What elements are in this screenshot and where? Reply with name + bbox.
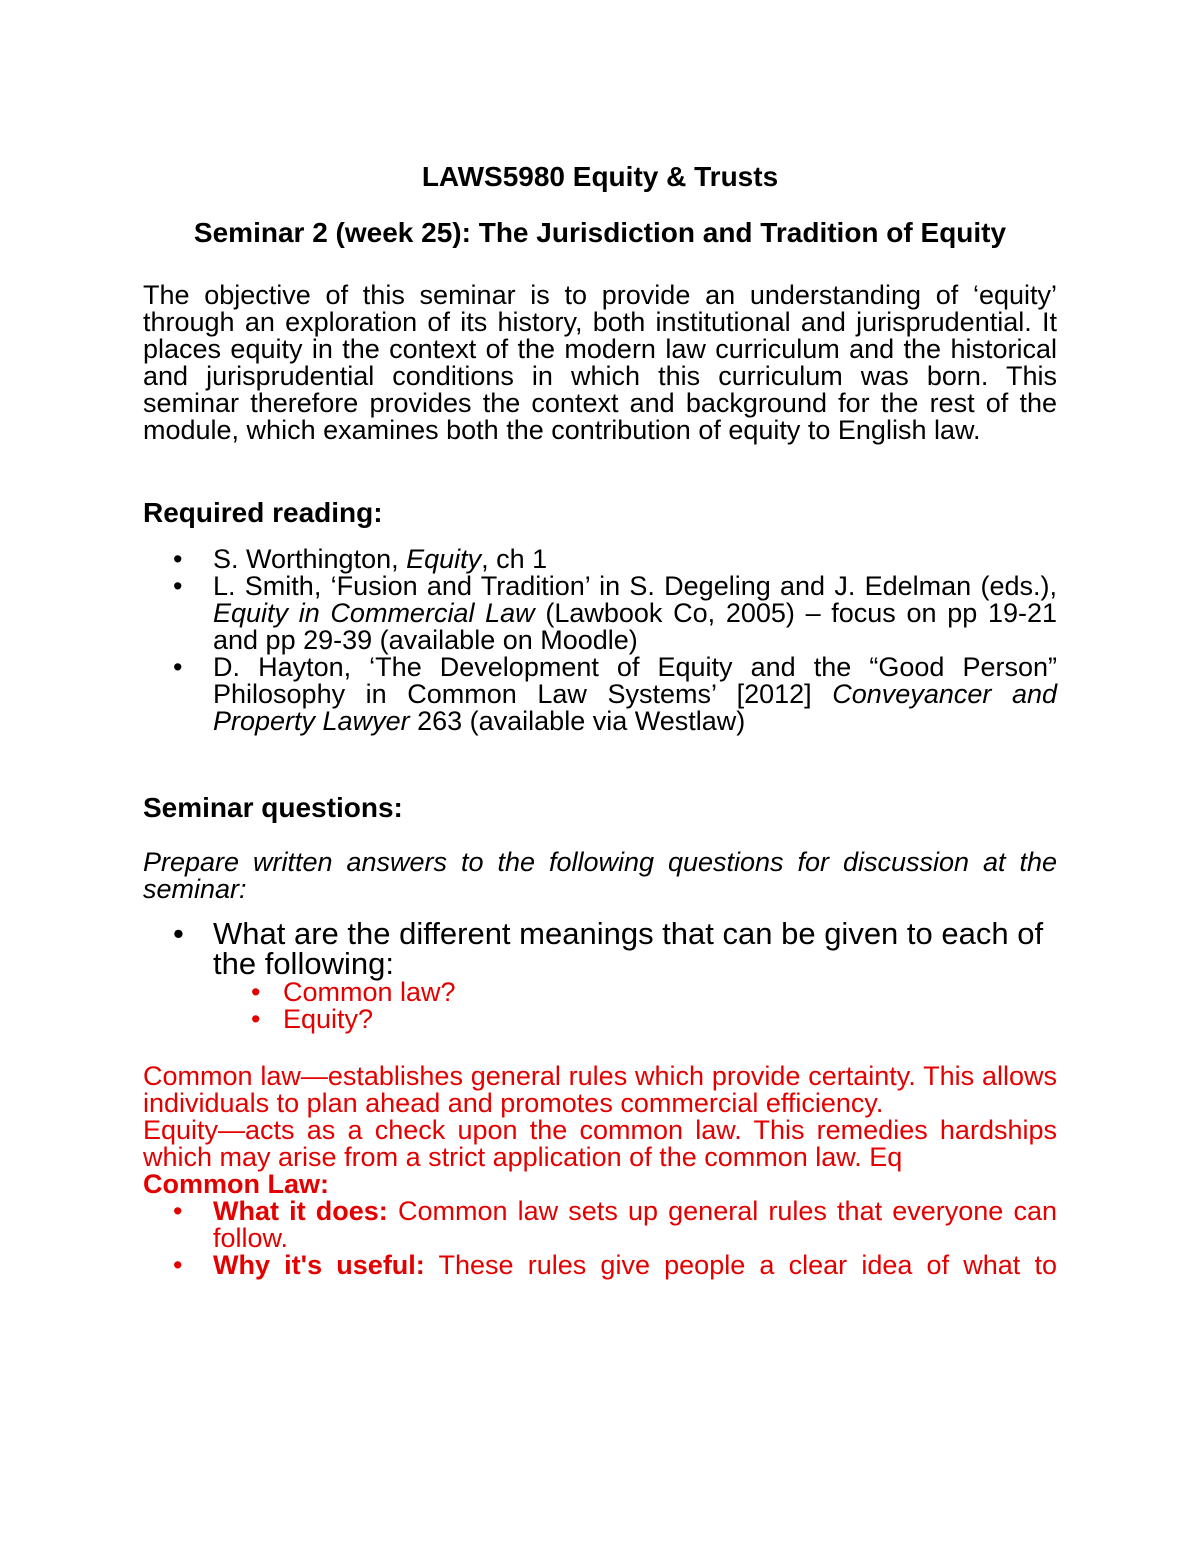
bullet-icon: • bbox=[251, 977, 261, 1007]
question-sub-list bbox=[143, 979, 1057, 1033]
point-label: Why it's useful: bbox=[213, 1250, 425, 1280]
point-text: These rules give people a clear idea of what to bbox=[424, 1250, 1057, 1280]
reading-item-text: L. Smith, ‘Fusion and Tradition’ in S. Degeling and J. Edelman (eds.), bbox=[213, 571, 1057, 601]
document-subtitle: Seminar 2 (week 25): The Jurisdiction and Tradition of Equity bbox=[193, 217, 1007, 248]
point-label: What it does: bbox=[213, 1196, 388, 1226]
question-text: What are the different meanings that can be given to each of the following: bbox=[213, 916, 1044, 981]
common-law-heading: Common Law: bbox=[143, 1169, 329, 1199]
reading-item-text: (Lawbook Co, 2005) – focus on pp 19-21 and pp 29-39 (available on Moodle) bbox=[213, 598, 1057, 655]
bullet-icon: • bbox=[173, 1196, 183, 1226]
reading-item-text: S. Worthington, bbox=[213, 544, 407, 574]
required-reading-heading: Required reading: bbox=[143, 497, 383, 528]
bullet-icon: • bbox=[173, 571, 183, 601]
common-law-point bbox=[143, 1252, 1057, 1279]
required-reading-list bbox=[143, 546, 1057, 735]
reading-item-text: D. Hayton, ‘The Development of Equity and the “Good Person” Philosophy in Common Law Systems’ [2012] bbox=[213, 652, 1057, 709]
document-title: LAWS5980 Equity & Trusts bbox=[421, 161, 779, 192]
bullet-icon: • bbox=[173, 544, 183, 574]
document-page bbox=[143, 160, 1057, 1279]
reading-item bbox=[143, 546, 1057, 573]
answer-common-law: Common law—establishes general rules which provide certainty. This allows individuals to plan ahead and promotes commercial efficiency. bbox=[143, 1061, 1057, 1118]
reading-item-text: , ch 1 bbox=[481, 544, 548, 574]
reading-item-text: 263 (available via Westlaw) bbox=[409, 706, 746, 736]
answer-equity: Equity—acts as a check upon the common law. This remedies hardships which may arise from a strict application of the common law. Eq bbox=[143, 1115, 1057, 1172]
point-text: Common law sets up general rules that everyone can follow. bbox=[213, 1196, 1057, 1253]
sub-item bbox=[143, 979, 1057, 1006]
reading-item-title: Equity in Commercial Law bbox=[213, 598, 535, 628]
objective-paragraph: The objective of this seminar is to provide an understanding of ‘equity’ through an exploration of its history, both institutional and jurisprudential. It places equity in the context of the modern law curriculum and the historical and jurisprudential conditions in which this curriculum was born. This seminar therefore provides the context and background for the rest of the module, which examines both the contribution of equity to English law. bbox=[143, 280, 1057, 445]
reading-item-title: Conveyancer and Property Lawyer bbox=[213, 679, 1057, 736]
reading-item-title: Equity bbox=[406, 544, 482, 574]
reading-item bbox=[143, 654, 1057, 735]
seminar-questions-intro: Prepare written answers to the following questions for discussion at the seminar: bbox=[143, 847, 1057, 904]
question-item bbox=[143, 916, 1057, 981]
bullet-icon: • bbox=[173, 1250, 183, 1280]
bullet-icon: • bbox=[251, 1004, 261, 1034]
bullet-icon: • bbox=[173, 652, 183, 682]
seminar-questions-heading: Seminar questions: bbox=[143, 792, 403, 823]
bullet-icon: • bbox=[173, 916, 184, 951]
sub-item-text: Common law? bbox=[283, 977, 456, 1007]
reading-item bbox=[143, 573, 1057, 654]
common-law-point bbox=[143, 1198, 1057, 1252]
common-law-points bbox=[143, 1198, 1057, 1279]
sub-item bbox=[143, 1006, 1057, 1033]
sub-item-text: Equity? bbox=[283, 1004, 374, 1034]
